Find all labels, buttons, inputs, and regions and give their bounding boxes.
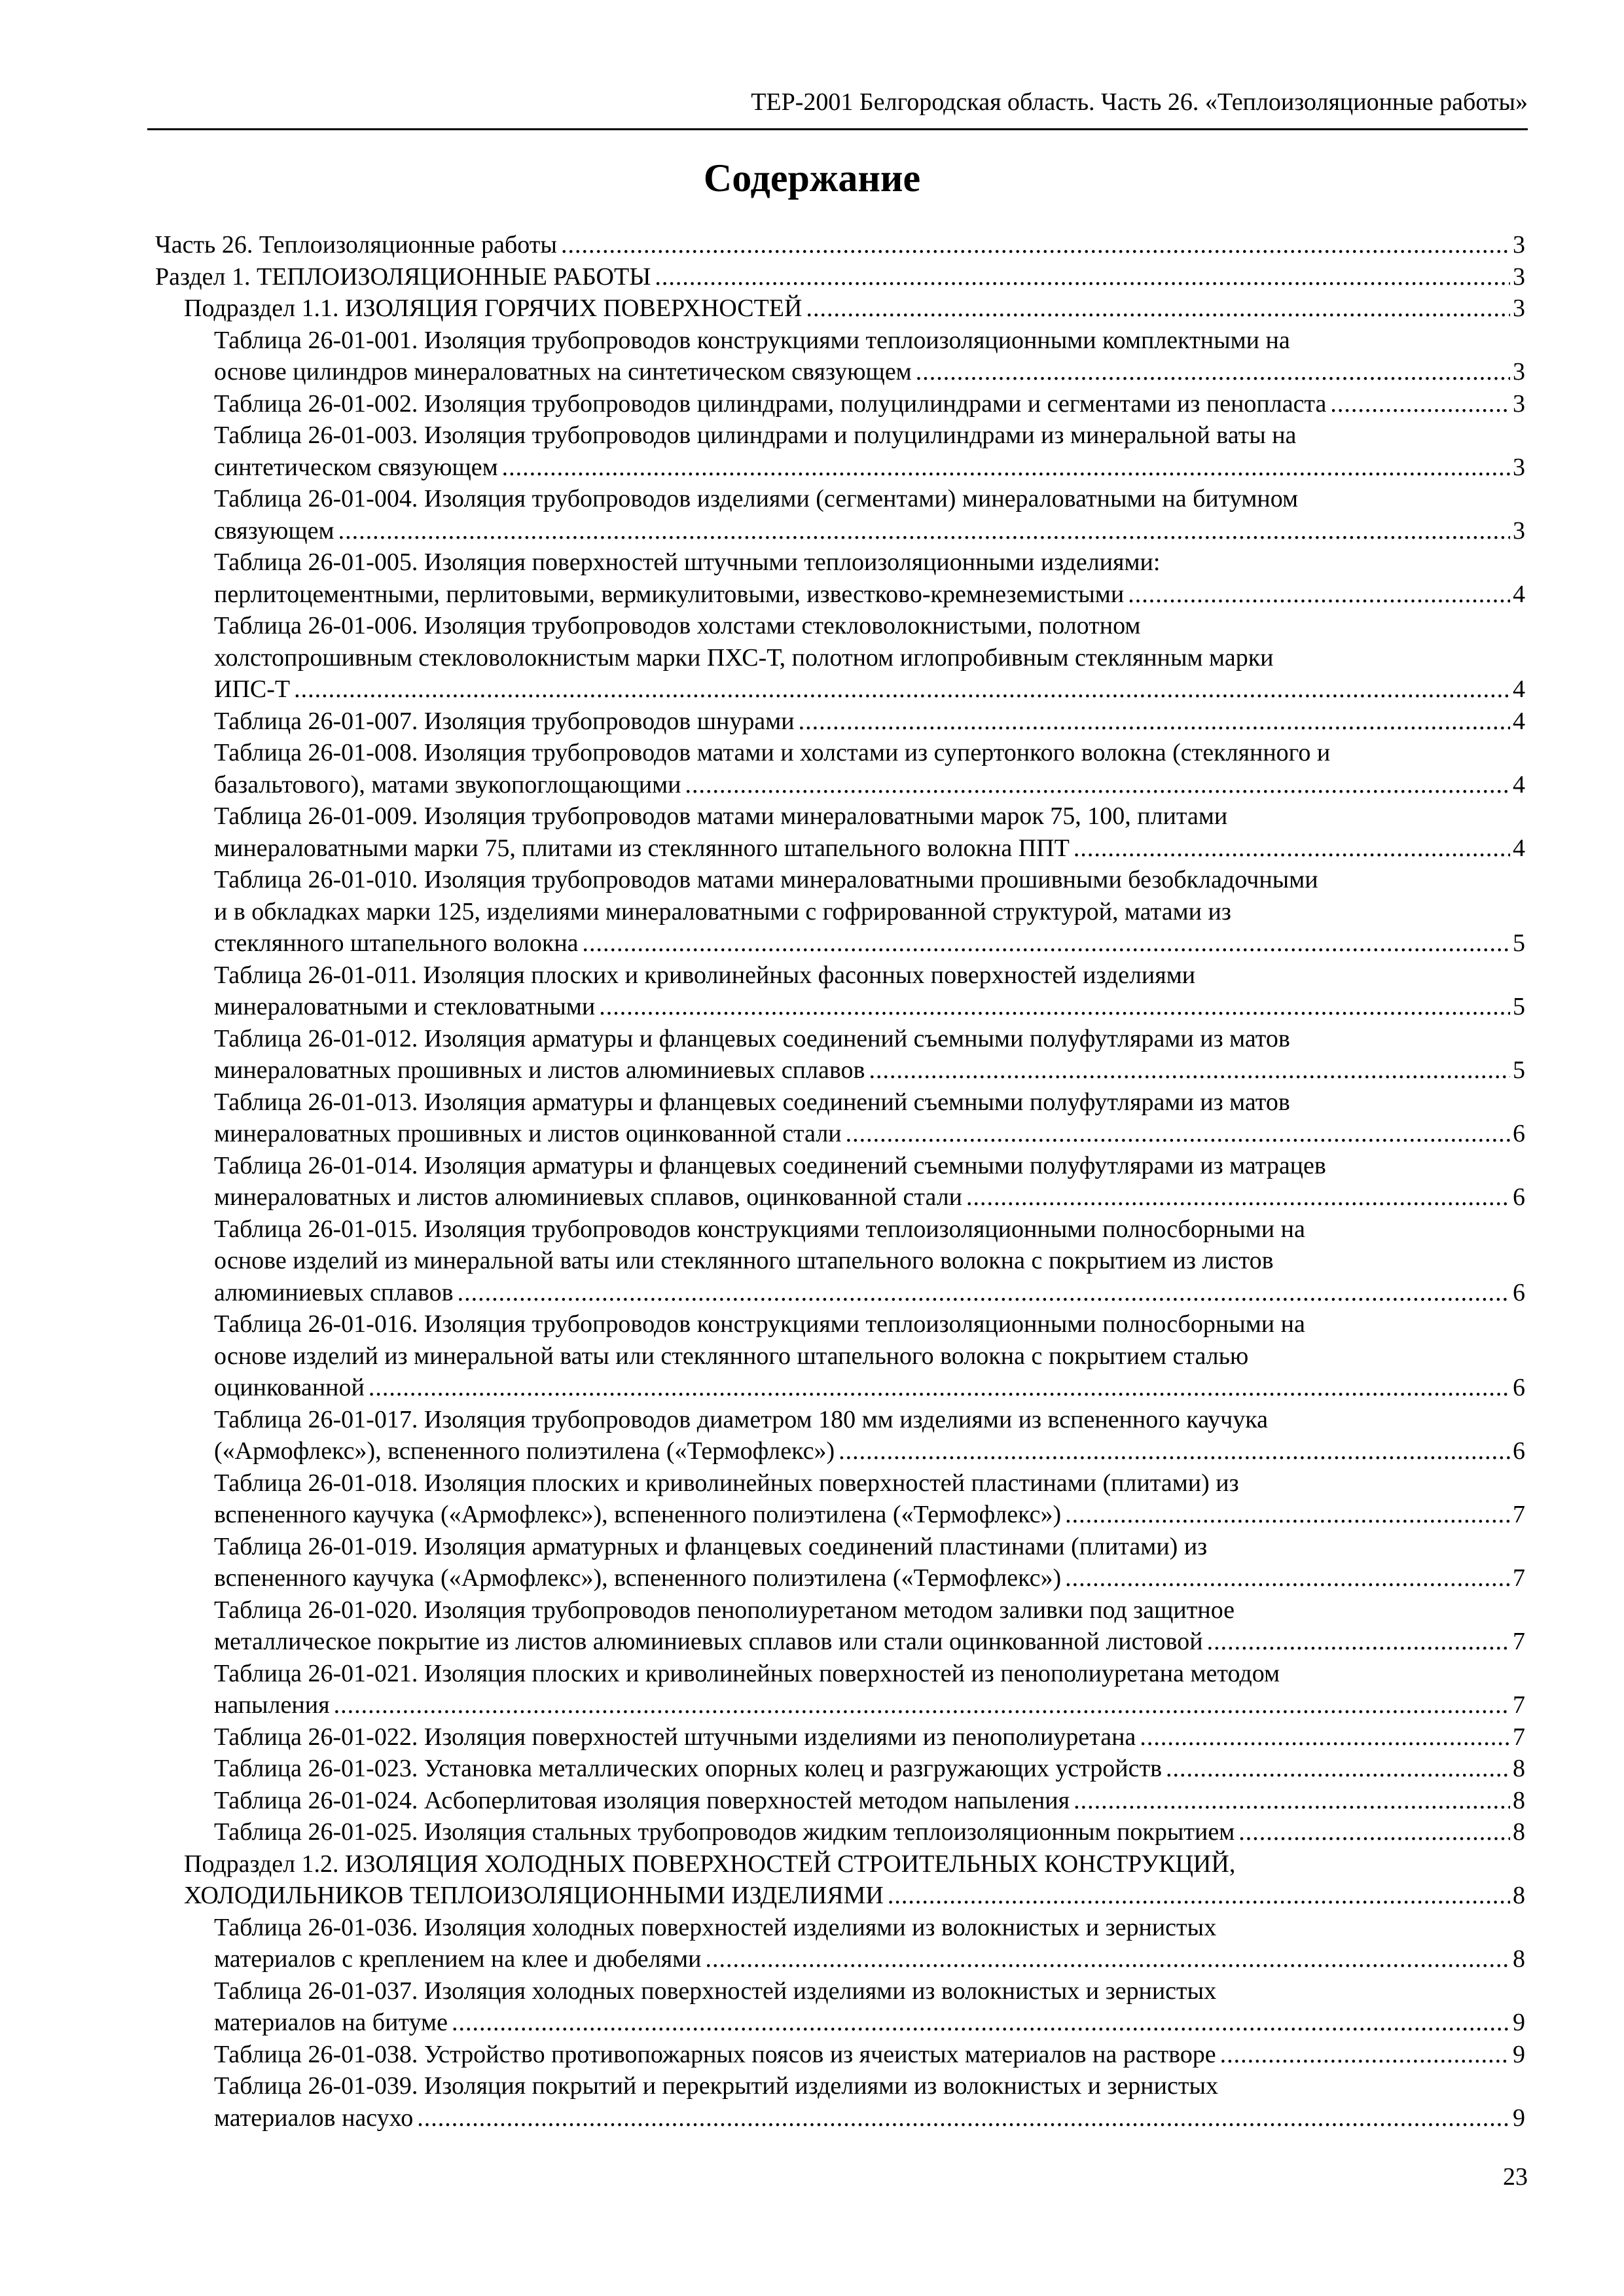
toc-entry-text: минераловатных и листов алюминиевых сплавов, оцинкованной стали [214, 1183, 962, 1211]
dot-leader [1207, 1626, 1510, 1658]
dot-leader [1238, 1816, 1510, 1848]
toc-entry[interactable] [155, 800, 1525, 864]
toc-page-number: 4 [1513, 770, 1525, 798]
toc-entry[interactable] [155, 1912, 1525, 1975]
toc-page-number: 4 [1513, 834, 1525, 862]
toc-entry-text: базальтового), матами звукопоглощающими [214, 770, 681, 798]
toc-entry-text: Таблица 26-01-020. Изоляция трубопроводов пенополиуретаном методом заливки под защитное [214, 1596, 1235, 1624]
toc-page-number: 6 [1513, 1120, 1525, 1147]
toc-entry-text: металлическое покрытие из листов алюминиевых сплавов или стали оцинкованной листовой [214, 1628, 1203, 1655]
toc-page-number: 6 [1513, 1374, 1525, 1401]
dot-leader [417, 2102, 1510, 2134]
toc-entry-text: Таблица 26-01-005. Изоляция поверхностей штучными теплоизоляционными изделиями: [214, 548, 1161, 576]
toc-page-number: 5 [1513, 929, 1525, 957]
toc-page-number: 8 [1513, 1818, 1525, 1846]
dot-leader [561, 229, 1510, 261]
toc-entry[interactable] [155, 325, 1525, 388]
toc-entry-text: вспененного каучука («Армофлекс»), вспененного полиэтилена («Термофлекс») [214, 1564, 1062, 1592]
dot-leader [1128, 579, 1510, 611]
page-title: Содержание [703, 156, 921, 200]
toc-page-number: 3 [1513, 358, 1525, 386]
toc-page-number: 5 [1513, 993, 1525, 1020]
dot-leader [1065, 1499, 1510, 1531]
toc-entry[interactable] [155, 1023, 1525, 1086]
toc-entry[interactable] [155, 229, 1525, 261]
toc-entry[interactable] [155, 1753, 1525, 1785]
toc-entry-text: Таблица 26-01-013. Изоляция арматуры и фланцевых соединений съемными полуфутлярами из матов [214, 1088, 1290, 1116]
toc-entry-text: Таблица 26-01-003. Изоляция трубопроводов цилиндрами и полуцилиндрами из минеральной ваты на [214, 422, 1297, 449]
dot-leader [294, 673, 1510, 706]
toc-entry-text: Подраздел 1.1. ИЗОЛЯЦИЯ ГОРЯЧИХ ПОВЕРХНОСТЕЙ [184, 295, 803, 322]
toc-entry-text: минераловатных прошивных и листов алюминиевых сплавов [214, 1056, 865, 1084]
toc-entry-text: Таблица 26-01-014. Изоляция арматуры и фланцевых соединений съемными полуфутлярами из матрацев [214, 1151, 1326, 1179]
toc-entry[interactable] [155, 610, 1525, 706]
toc-entry-text: основе изделий из минеральной ваты или стеклянного штапельного волокна с покрытием сталью [214, 1342, 1249, 1370]
toc-entry-text: холстопрошивным стекловолокнистым марки ПХС-Т, полотном иглопробивным стеклянным марки [214, 643, 1274, 672]
toc-page-number: 8 [1513, 1882, 1525, 1909]
toc-page-number: 4 [1513, 580, 1525, 608]
toc-page-number: 4 [1513, 707, 1525, 735]
toc-entry[interactable] [155, 737, 1525, 800]
toc-page-number: 9 [1513, 2009, 1525, 2036]
toc-entry[interactable] [155, 960, 1525, 1023]
toc-page-number: 3 [1513, 516, 1525, 545]
toc-entry-text: («Армофлекс»), вспененного полиэтилена («Термофлекс») [214, 1437, 835, 1465]
toc-entry-text: синтетическом связующем [214, 453, 498, 481]
dot-leader [1074, 833, 1510, 865]
toc-entry-text: Таблица 26-01-022. Изоляция поверхностей штучными изделиями из пенополиуретана [214, 1723, 1136, 1751]
toc-page-number: 4 [1513, 675, 1525, 703]
header-rule [147, 128, 1528, 130]
dot-leader [452, 2007, 1510, 2039]
toc-page-number: 9 [1513, 2040, 1525, 2068]
toc-entry[interactable] [155, 2070, 1525, 2134]
toc-entry[interactable] [155, 1150, 1525, 1213]
toc-entry-text: Подраздел 1.2. ИЗОЛЯЦИЯ ХОЛОДНЫХ ПОВЕРХНОСТЕЙ СТРОИТЕЛЬНЫХ КОНСТРУКЦИЙ, [184, 1850, 1236, 1878]
toc-entry[interactable] [155, 1848, 1525, 1912]
toc-page-number: 3 [1513, 453, 1525, 481]
toc-entry[interactable] [155, 1816, 1525, 1848]
dot-leader [806, 293, 1510, 325]
toc-page-number: 7 [1513, 1564, 1525, 1592]
toc-entry-text: Таблица 26-01-024. Асбоперлитовая изоляция поверхностей методом напыления [214, 1786, 1070, 1814]
dot-leader [1166, 1753, 1510, 1785]
dot-leader [916, 356, 1510, 388]
toc-page-number: 8 [1513, 1945, 1525, 1973]
toc-entry-text: стеклянного штапельного волокна [214, 929, 579, 957]
running-header: ТЕР-2001 Белгородская область. Часть 26. «Теплоизоляционные работы» [751, 88, 1528, 116]
toc-page-number: 5 [1513, 1056, 1525, 1084]
dot-leader [1074, 1785, 1510, 1817]
toc-entry-text: и в обкладках марки 125, изделиями минераловатными с гофрированной структурой, матами из [214, 897, 1231, 925]
toc-entry-text: Таблица 26-01-008. Изоляция трубопроводов матами и холстами из супертонкого волокна (стеклянного и [214, 739, 1331, 766]
toc-page-number: 6 [1513, 1437, 1525, 1465]
toc-entry-text: связующем [214, 516, 334, 545]
dot-leader [869, 1054, 1510, 1086]
dot-leader [334, 1689, 1510, 1721]
toc-page-number: 6 [1513, 1183, 1525, 1211]
toc-entry-text: Часть 26. Теплоизоляционные работы [155, 231, 557, 259]
toc-entry-text: материалов на битуме [214, 2009, 448, 2036]
toc-page-number: 8 [1513, 1786, 1525, 1814]
toc-entry-text: Таблица 26-01-009. Изоляция трубопроводов матами минераловатными марок 75, 100, плитами [214, 802, 1228, 830]
dot-leader [846, 1118, 1510, 1150]
toc-entry[interactable] [155, 1404, 1525, 1467]
dot-leader [685, 769, 1510, 801]
toc-page-number: 6 [1513, 1278, 1525, 1306]
toc-entry[interactable] [155, 864, 1525, 960]
toc-entry-text: минераловатными и стекловатными [214, 993, 596, 1020]
toc-page-number: 3 [1513, 389, 1525, 418]
toc-entry-text: Таблица 26-01-036. Изоляция холодных поверхностей изделиями из волокнистых и зернистых [214, 1913, 1217, 1941]
dot-leader [705, 1943, 1510, 1975]
dot-leader [599, 991, 1510, 1023]
toc-entry[interactable] [155, 261, 1525, 293]
toc-entry[interactable] [155, 293, 1525, 325]
toc-entry-text: Таблица 26-01-007. Изоляция трубопроводов шнурами [214, 707, 795, 735]
table-of-contents [155, 229, 1525, 2134]
dot-leader [839, 1435, 1510, 1467]
toc-entry[interactable] [155, 706, 1525, 738]
toc-entry[interactable] [155, 1308, 1525, 1404]
toc-entry-text: Таблица 26-01-004. Изоляция трубопроводов изделиями (сегментами) минераловатными на битумном [214, 485, 1299, 512]
toc-entry[interactable] [155, 1086, 1525, 1150]
toc-page-number: 7 [1513, 1628, 1525, 1655]
toc-entry-text: Таблица 26-01-021. Изоляция плоских и криволинейных поверхностей из пенополиуретана методом [214, 1659, 1280, 1687]
toc-entry-text: материалов насухо [214, 2104, 414, 2132]
toc-entry-text: Таблица 26-01-023. Установка металлических опорных колец и разгружающих устройств [214, 1755, 1163, 1782]
toc-page-number: 7 [1513, 1723, 1525, 1751]
page-number: 23 [1503, 2163, 1528, 2191]
toc-entry-text: Таблица 26-01-019. Изоляция арматурных и фланцевых соединений пластинами (плитами) из [214, 1532, 1208, 1560]
dot-leader [502, 452, 1510, 484]
toc-entry-text: ИПС-Т [214, 675, 291, 703]
dot-leader [966, 1181, 1510, 1213]
toc-entry-text: Таблица 26-01-006. Изоляция трубопроводов холстами стекловолокнистыми, полотном [214, 612, 1141, 639]
toc-entry[interactable] [155, 1785, 1525, 1817]
dot-leader [583, 927, 1510, 960]
toc-entry-text: Таблица 26-01-039. Изоляция покрытий и перекрытий изделиями из волокнистых и зернистых [214, 2072, 1218, 2100]
toc-entry-text: Таблица 26-01-025. Изоляция стальных трубопроводов жидким теплоизоляционным покрытием [214, 1818, 1235, 1846]
toc-entry[interactable] [155, 1531, 1525, 1594]
toc-entry-text: Таблица 26-01-015. Изоляция трубопроводов конструкциями теплоизоляционными полносборными на [214, 1215, 1305, 1243]
toc-entry-text: алюминиевых сплавов [214, 1278, 454, 1306]
toc-entry[interactable] [155, 2039, 1525, 2071]
toc-entry[interactable] [155, 420, 1525, 483]
toc-entry-text: Таблица 26-01-002. Изоляция трубопроводов цилиндрами, полуцилиндрами и сегментами из пенопласта [214, 389, 1327, 418]
toc-entry-text: Таблица 26-01-012. Изоляция арматуры и фланцевых соединений съемными полуфутлярами из матов [214, 1024, 1290, 1052]
toc-entry-text: Таблица 26-01-011. Изоляция плоских и криволинейных фасонных поверхностей изделиями [214, 961, 1196, 989]
dot-leader [799, 706, 1510, 738]
toc-entry-text: Таблица 26-01-037. Изоляция холодных поверхностей изделиями из волокнистых и зернистых [214, 1977, 1217, 2005]
toc-entry-text: Раздел 1. ТЕПЛОИЗОЛЯЦИОННЫЕ РАБОТЫ [155, 262, 651, 291]
toc-entry[interactable] [155, 547, 1525, 610]
toc-entry-text: Таблица 26-01-016. Изоляция трубопроводов конструкциями теплоизоляционными полносборными на [214, 1310, 1305, 1338]
toc-entry[interactable] [155, 1467, 1525, 1531]
toc-entry-text: материалов с креплением на клее и дюбелями [214, 1945, 702, 1973]
toc-entry-text: минераловатными марки 75, плитами из стеклянного штапельного волокна ППТ [214, 834, 1070, 862]
toc-page-number: 9 [1513, 2104, 1525, 2132]
toc-entry[interactable] [155, 1721, 1525, 1753]
dot-leader [655, 261, 1510, 293]
toc-entry-text: Таблица 26-01-018. Изоляция плоских и криволинейных поверхностей пластинами (плитами) из [214, 1469, 1239, 1497]
toc-entry-text: минераловатных прошивных и листов оцинкованной стали [214, 1120, 842, 1147]
toc-page-number: 3 [1513, 231, 1525, 259]
toc-entry-text: напыления [214, 1691, 330, 1719]
toc-entry[interactable] [155, 1658, 1525, 1721]
toc-entry-text: Таблица 26-01-038. Устройство противопожарных поясов из ячеистых материалов на растворе [214, 2040, 1216, 2068]
toc-page-number: 3 [1513, 262, 1525, 291]
toc-page-number: 3 [1513, 295, 1525, 322]
toc-entry[interactable] [155, 1594, 1525, 1658]
toc-entry-text: основе изделий из минеральной ваты или стеклянного штапельного волокна с покрытием из листов [214, 1247, 1274, 1274]
toc-entry-text: Таблица 26-01-010. Изоляция трубопроводов матами минераловатными прошивными безобкладочными [214, 866, 1318, 893]
dot-leader [888, 1880, 1510, 1912]
toc-entry-text: основе цилиндров минераловатных на синтетическом связующем [214, 358, 912, 386]
toc-entry-text: Таблица 26-01-017. Изоляция трубопроводов диаметром 180 мм изделиями из вспененного каучука [214, 1405, 1269, 1433]
dot-leader [338, 515, 1510, 547]
toc-entry-text: ХОЛОДИЛЬНИКОВ ТЕПЛОИЗОЛЯЦИОННЫМИ ИЗДЕЛИЯМИ [184, 1882, 884, 1909]
toc-page-number: 7 [1513, 1501, 1525, 1528]
toc-entry[interactable] [155, 1213, 1525, 1309]
dot-leader [1330, 388, 1510, 420]
toc-entry-text: Таблица 26-01-001. Изоляция трубопроводов конструкциями теплоизоляционными комплектными на [214, 326, 1290, 354]
toc-entry-text: вспененного каучука («Армофлекс»), вспененного полиэтилена («Термофлекс») [214, 1501, 1062, 1528]
toc-entry-text: оцинкованной [214, 1374, 365, 1401]
dot-leader [1140, 1721, 1510, 1753]
toc-entry[interactable] [155, 1975, 1525, 2039]
toc-page-number: 8 [1513, 1755, 1525, 1782]
dot-leader [369, 1372, 1510, 1404]
dot-leader [458, 1277, 1510, 1309]
dot-leader [1220, 2039, 1510, 2071]
toc-entry-text: перлитоцементными, перлитовыми, вермикулитовыми, известково-кремнеземистыми [214, 580, 1125, 608]
dot-leader [1065, 1562, 1510, 1594]
toc-entry[interactable] [155, 483, 1525, 547]
toc-entry[interactable] [155, 388, 1525, 420]
toc-page-number: 7 [1513, 1691, 1525, 1719]
